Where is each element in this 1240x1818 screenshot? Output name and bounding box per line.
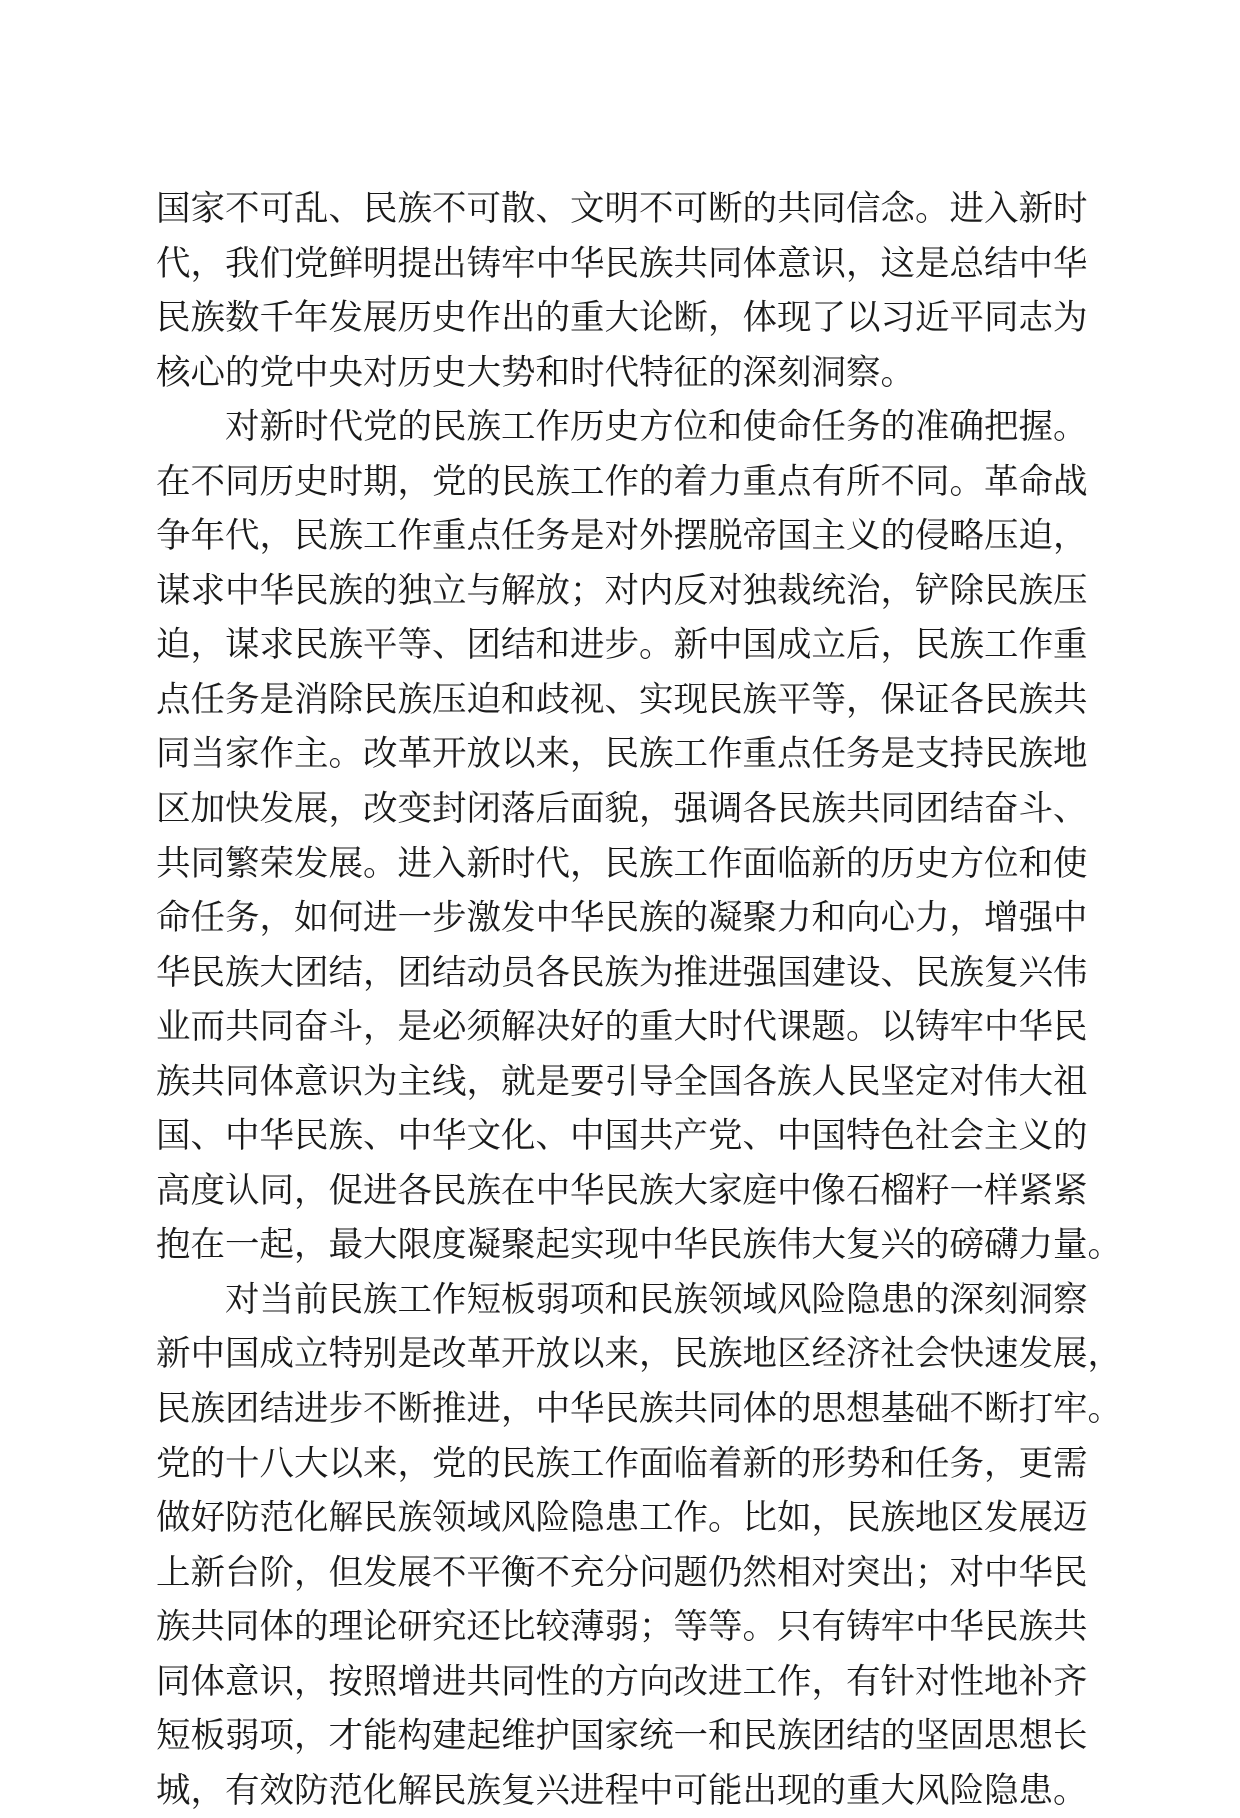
text-line: 代，我们党鲜明提出铸牢中华民族共同体意识，这是总结中华 <box>156 243 1088 284</box>
text-line: 国、中华民族、中华文化、中国共产党、中国特色社会主义的 <box>156 1116 1088 1157</box>
text-line: 业而共同奋斗，是必须解决好的重大时代课题。以铸牢中华民 <box>156 1007 1088 1048</box>
text-line: 谋求中华民族的独立与解放；对内反对独裁统治，铲除民族压 <box>156 570 1088 611</box>
text-line: 城，有效防范化解民族复兴进程中可能出现的重大风险隐患。 <box>156 1770 1088 1811</box>
text-line: 共同繁荣发展。进入新时代，民族工作面临新的历史方位和使 <box>156 843 1088 884</box>
text-line: 抱在一起，最大限度凝聚起实现中华民族伟大复兴的磅礴力量。 <box>156 1225 1122 1266</box>
text-line: 族共同体意识为主线，就是要引导全国各族人民坚定对伟大祖 <box>156 1061 1088 1102</box>
text-line: 同体意识，按照增进共同性的方向改进工作，有针对性地补齐 <box>156 1661 1088 1702</box>
text-line: 上新台阶，但发展不平衡不充分问题仍然相对突出；对中华民 <box>156 1552 1088 1593</box>
text-line: 短板弱项，才能构建起维护国家统一和民族团结的坚固思想长 <box>156 1716 1088 1757</box>
paragraph-heading-line: 对当前民族工作短板弱项和民族领域风险隐患的深刻洞察 <box>225 1279 1088 1320</box>
text-line: 华民族大团结，团结动员各民族为推进强国建设、民族复兴伟 <box>156 952 1088 993</box>
text-line: 区加快发展，改变封闭落后面貌，强调各民族共同团结奋斗、 <box>156 789 1088 830</box>
text-line: 族共同体的理论研究还比较薄弱；等等。只有铸牢中华民族共 <box>156 1607 1088 1648</box>
text-line: 命任务，如何进一步激发中华民族的凝聚力和向心力，增强中 <box>156 898 1088 939</box>
text-line: 国家不可乱、民族不可散、文明不可断的共同信念。进入新时 <box>156 189 1088 229</box>
paragraph-heading-line: 对新时代党的民族工作历史方位和使命任务的准确把握。 <box>225 407 1088 448</box>
text-line: 高度认同，促进各民族在中华民族大家庭中像石榴籽一样紧紧 <box>156 1170 1088 1211</box>
text-line: 民族团结进步不断推进，中华民族共同体的思想基础不断打牢。 <box>156 1389 1122 1430</box>
text-line: 新中国成立特别是改革开放以来，民族地区经济社会快速发展， <box>156 1334 1122 1375</box>
text-line: 做好防范化解民族领域风险隐患工作。比如，民族地区发展迈 <box>156 1498 1088 1539</box>
text-line: 党的十八大以来，党的民族工作面临着新的形势和任务，更需 <box>156 1443 1088 1484</box>
text-line: 在不同历史时期，党的民族工作的着力重点有所不同。革命战 <box>156 461 1088 502</box>
text-line: 核心的党中央对历史大势和时代特征的深刻洞察。 <box>156 352 915 393</box>
text-line: 迫，谋求民族平等、团结和进步。新中国成立后，民族工作重 <box>156 625 1088 666</box>
text-line: 同当家作主。改革开放以来，民族工作重点任务是支持民族地 <box>156 734 1088 775</box>
text-line: 民族数千年发展历史作出的重大论断，体现了以习近平同志为 <box>156 298 1088 339</box>
document-body <box>156 182 1122 1818</box>
text-line: 争年代，民族工作重点任务是对外摆脱帝国主义的侵略压迫， <box>156 516 1088 557</box>
text-line: 点任务是消除民族压迫和歧视、实现民族平等，保证各民族共 <box>156 679 1088 720</box>
